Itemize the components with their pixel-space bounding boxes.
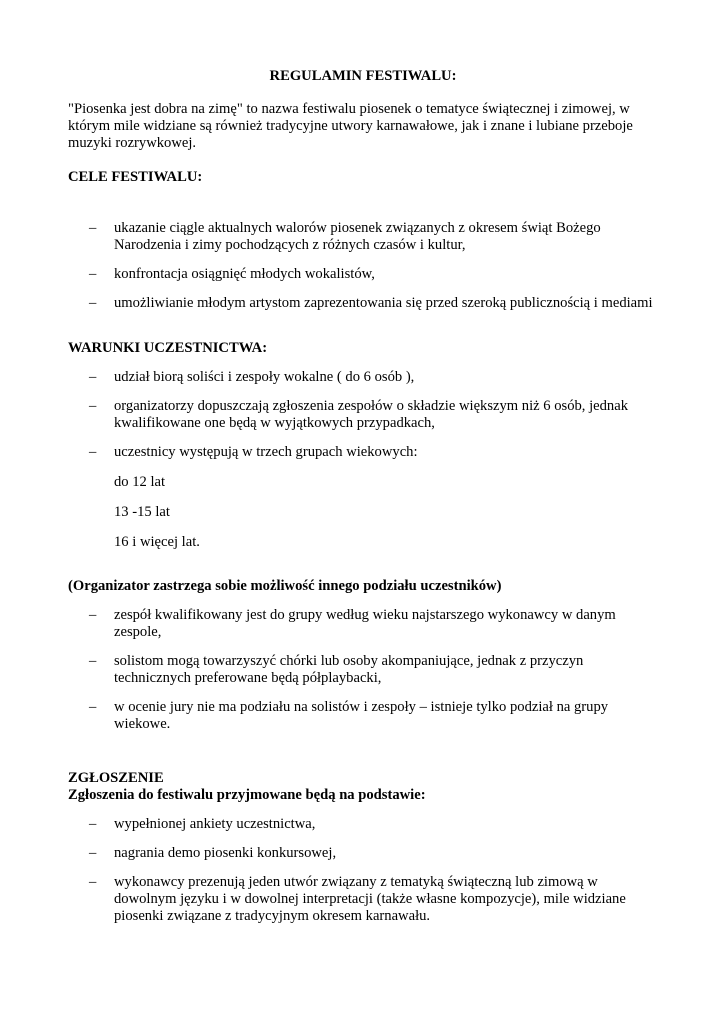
cele-heading: CELE FESTIWALU: bbox=[68, 169, 203, 185]
zgloszenie-list bbox=[68, 816, 658, 925]
dash-bullet: – bbox=[89, 874, 97, 890]
document-title: REGULAMIN FESTIWALU: bbox=[269, 68, 457, 84]
list-item bbox=[68, 444, 658, 461]
list-item bbox=[68, 398, 658, 432]
list-item bbox=[68, 607, 658, 641]
dash-bullet: – bbox=[89, 607, 97, 623]
list-item-text: umożliwianie młodym artystom zaprezentowania się przed szeroką publicznością i mediami bbox=[114, 295, 653, 311]
list-item-text: udział biorą soliści i zespoły wokalne ( do 6 osób ), bbox=[114, 369, 415, 385]
intro-paragraph: "Piosenka jest dobra na zimę" to nazwa festiwalu piosenek o tematyce świątecznej i zimowej, w którym mile widziane są również tradycyjne utwory karnawałowe, jak i znane i lubiane przeboje muzyki rozrywkowej. bbox=[68, 101, 633, 151]
list-item-text: solistom mogą towarzyszyć chórki lub osoby akompaniujące, jednak z przyczyn technicznych preferowane będą półplaybacki, bbox=[114, 653, 584, 686]
list-item bbox=[68, 845, 658, 862]
age-group: 16 i więcej lat. bbox=[114, 534, 200, 550]
dash-bullet: – bbox=[89, 398, 97, 414]
dash-bullet: – bbox=[89, 369, 97, 385]
warunki-heading: WARUNKI UCZESTNICTWA: bbox=[68, 340, 268, 356]
list-item bbox=[68, 220, 658, 254]
list-item bbox=[68, 699, 658, 733]
age-group: do 12 lat bbox=[114, 474, 166, 490]
list-item bbox=[68, 369, 658, 386]
dash-bullet: – bbox=[89, 220, 97, 236]
dash-bullet: – bbox=[89, 266, 97, 282]
list-item-text: wypełnionej ankiety uczestnictwa, bbox=[114, 816, 316, 832]
age-group: 13 -15 lat bbox=[114, 504, 170, 520]
organizator-heading: (Organizator zastrzega sobie możliwość innego podziału uczestników) bbox=[68, 578, 502, 594]
list-item-text: organizatorzy dopuszczają zgłoszenia zespołów o składzie większym niż 6 osób, jednak kwalifikowane one będą w wyjątkowych przypadkach, bbox=[114, 398, 628, 431]
list-item bbox=[68, 653, 658, 687]
warunki-list bbox=[68, 369, 658, 461]
list-item-text: konfrontacja osiągnięć młodych wokalistów, bbox=[114, 266, 375, 282]
dash-bullet: – bbox=[89, 295, 97, 311]
list-item-text: w ocenie jury nie ma podziału na solistów i zespoły – istnieje tylko podział na grupy wiekowe. bbox=[114, 699, 609, 732]
cele-list bbox=[68, 220, 658, 312]
dash-bullet: – bbox=[89, 699, 97, 715]
dash-bullet: – bbox=[89, 816, 97, 832]
zgloszenie-subheading: Zgłoszenia do festiwalu przyjmowane będą na podstawie: bbox=[68, 787, 426, 803]
list-item bbox=[68, 266, 658, 283]
document-page bbox=[68, 68, 658, 925]
list-item bbox=[68, 874, 658, 925]
list-item-text: uczestnicy występują w trzech grupach wiekowych: bbox=[114, 444, 418, 460]
dash-bullet: – bbox=[89, 653, 97, 669]
organizator-list bbox=[68, 607, 658, 733]
list-item-text: zespół kwalifikowany jest do grupy według wieku najstarszego wykonawcy w danym zespole, bbox=[114, 607, 616, 640]
list-item-text: ukazanie ciągle aktualnych walorów piosenek związanych z okresem świąt Bożego Narodzenia i zimy pochodzących z różnych czasów i kultur, bbox=[114, 220, 601, 253]
list-item bbox=[68, 816, 658, 833]
list-item-text: nagrania demo piosenki konkursowej, bbox=[114, 845, 337, 861]
dash-bullet: – bbox=[89, 444, 97, 460]
list-item-text: wykonawcy prezenują jeden utwór związany z tematyką świąteczną lub zimową w dowolnym języku i w dowolnej interpretacji (także własne kompozycje), mile widziane piosenki związane z tradycyjnym okresem karnawału. bbox=[114, 874, 626, 924]
dash-bullet: – bbox=[89, 845, 97, 861]
zgloszenie-heading: ZGŁOSZENIE bbox=[68, 770, 164, 786]
list-item bbox=[68, 295, 658, 312]
